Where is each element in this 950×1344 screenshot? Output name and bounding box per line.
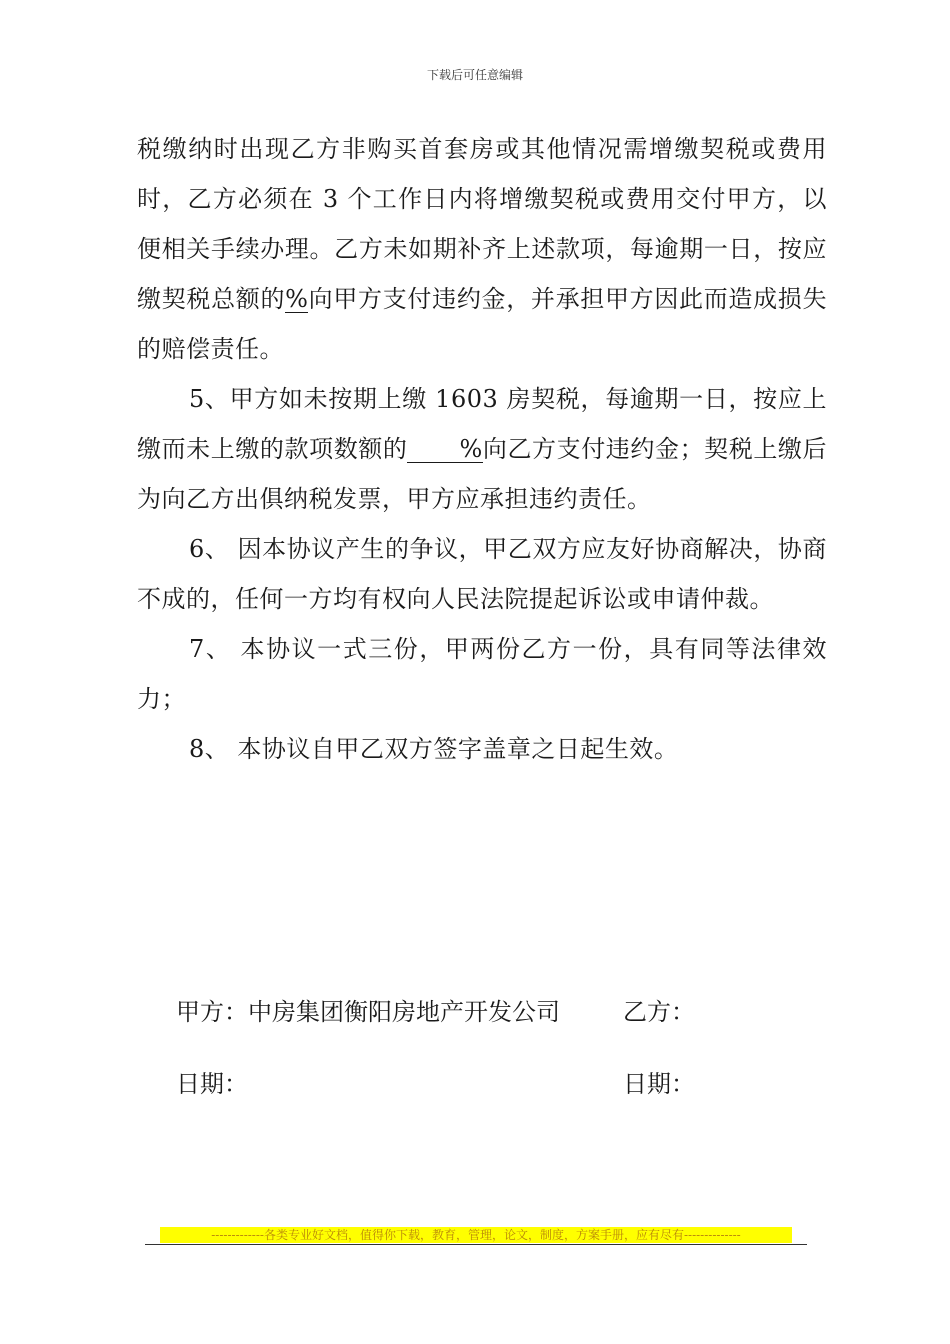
party-b-date-label: 日期：: [623, 1070, 695, 1098]
signature-date-row: [176, 1069, 776, 1099]
clause-5-text-a: 5、甲方如未按期上缴 1603 房契税，每逾期一日，按应上缴而未上缴的款项数额的: [137, 385, 827, 463]
header-note: 下载后可任意编辑: [426, 68, 523, 82]
clause-6: 6、 因本协议产生的争议，甲乙双方应友好协商解决，协商不成的，任何一方均有权向人民法院提起诉讼或申请仲裁。: [137, 535, 827, 613]
agreement-body: [137, 124, 827, 774]
clause-7: 7、 本协议一式三份，甲两份乙方一份，具有同等法律效力；: [137, 635, 827, 713]
party-a-date-label: 日期：: [176, 1070, 248, 1098]
party-a-label: 甲方：中房集团衡阳房地产开发公司: [176, 998, 560, 1026]
clause-4-percent-blank: %: [285, 285, 309, 313]
footer-divider: [145, 1244, 807, 1245]
footer-banner: -------------各类专业好文档，值得你下载，教育，管理，论文，制度，方案手册，应有尽有--------------: [160, 1227, 792, 1243]
clause-5: [137, 374, 827, 524]
clause-8: 8、 本协议自甲乙双方签字盖章之日起生效。: [189, 735, 679, 763]
clause-5-percent-blank: %: [407, 436, 482, 463]
signature-party-row: [176, 997, 776, 1027]
clause-4-text-b: 向甲方支付违约金，并承担甲方因此而造成损失的赔偿责任。: [137, 285, 828, 363]
clause-4-text-a: 税缴纳时出现乙方非购买首套房或其他情况需增缴契税或费用时，乙方必须在 3 个工作日内将增缴契税或费用交付甲方，以便相关手续办理。乙方未如期补齐上述款项，每逾期一日，按应缴契税总额的: [137, 135, 827, 313]
clause-5-text-b: 向乙方支付违约金；契税上缴后为向乙方出俱纳税发票，甲方应承担违约责任。: [137, 435, 828, 513]
clause-4-continuation: [137, 124, 827, 374]
party-b-label: 乙方：: [623, 998, 695, 1026]
